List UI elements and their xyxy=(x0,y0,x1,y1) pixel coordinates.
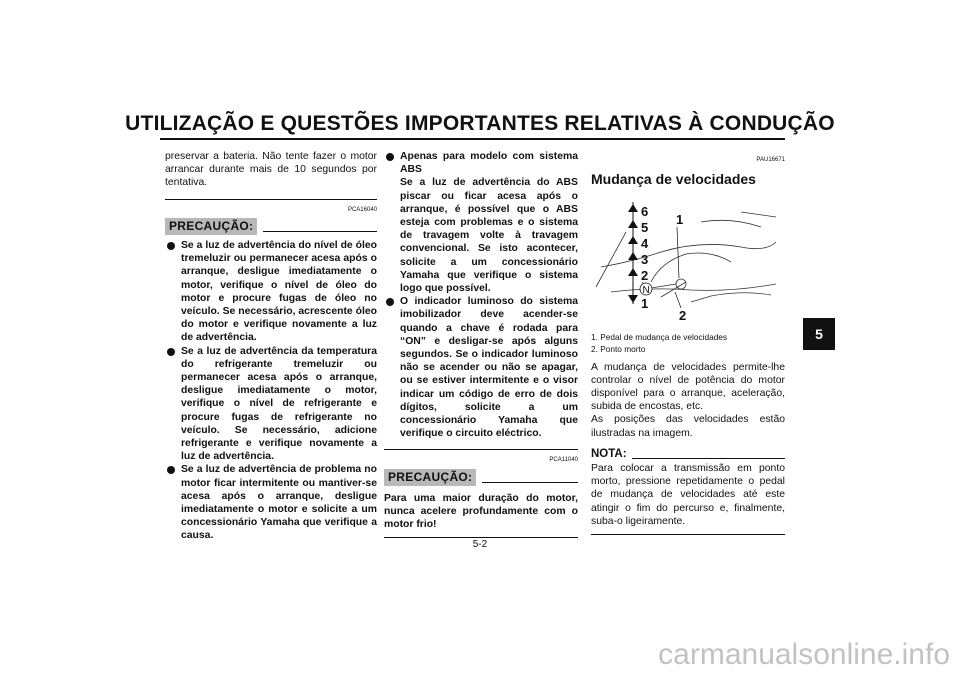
gear-arrow-icon xyxy=(628,268,638,276)
caution-code: PCA16040 xyxy=(347,206,377,213)
note-text: Para colocar a transmissão em ponto morto, pressione repetidamente o pedal de mudança de velocidades até este atingir o fim do percurso e, finalmente, suba-o ligeiramente. xyxy=(591,463,785,527)
page-number: 5-2 xyxy=(472,539,488,550)
gear-arrow-icon xyxy=(628,252,638,260)
bullet-icon xyxy=(167,242,175,250)
gear-label: 1 xyxy=(641,296,649,312)
gear-label: 4 xyxy=(641,236,649,252)
watermark: carmanualsonline.info xyxy=(658,638,950,671)
caution-label-rule xyxy=(263,231,377,232)
figure-caption: 1. Pedal de mudança de velocidades xyxy=(591,331,728,342)
column-2 xyxy=(384,150,578,538)
column-1 xyxy=(165,150,377,543)
figure-caption: 2. Ponto morto xyxy=(591,343,646,354)
list-item xyxy=(165,345,377,464)
caution-top-rule xyxy=(384,449,578,450)
gear-shift-diagram xyxy=(591,192,781,322)
caution-header xyxy=(165,218,377,235)
caution-text: Para uma maior duração do motor, nunca acelere profundamente com o motor frio! xyxy=(384,492,578,531)
gear-label: 6 xyxy=(641,204,649,220)
gear-arrow-icon xyxy=(628,295,638,303)
gear-arrow-icon xyxy=(628,220,638,228)
bullet-icon xyxy=(167,348,175,356)
caution-top-rule xyxy=(165,199,377,200)
note-label: NOTA: xyxy=(591,447,627,460)
chapter-tab: 5 xyxy=(803,318,835,350)
callout-number: 1 xyxy=(676,212,684,228)
title-rule xyxy=(160,138,785,140)
figure-captions xyxy=(591,331,785,355)
list-item xyxy=(384,150,578,295)
caution-label: PRECAUÇÃO: xyxy=(384,469,476,486)
body-paragraph: As posições das velocidades estão ilustradas na imagem. xyxy=(591,414,785,439)
indicator-list xyxy=(384,150,578,440)
section-heading: Mudança de velocidades xyxy=(591,171,756,188)
list-item-text: Se a luz de advertência do nível de óleo tremeluzir ou permanecer acesa após o arranque, desligue imediatamente o motor, verifique o nível de óleo do motor e procure fugas de óleo no veículo. Se necessário, acrescente óleo do motor e verifique novamente a luz de advertência. xyxy=(181,240,377,344)
gear-arrow-icon xyxy=(628,236,638,244)
note-end-rule xyxy=(591,534,785,535)
note-label-rule xyxy=(632,458,785,459)
bullet-icon xyxy=(386,153,394,161)
column-3 xyxy=(591,150,785,535)
caution-header xyxy=(384,469,578,486)
intro-paragraph: preservar a bateria. Não tente fazer o motor arrancar durante mais de 10 segundos por tentativa. xyxy=(165,151,377,189)
caution-label-rule xyxy=(482,482,578,483)
caution-list xyxy=(165,239,377,543)
callout-number: 2 xyxy=(679,308,687,323)
list-item xyxy=(165,463,377,542)
page-title: UTILIZAÇÃO E QUESTÕES IMPORTANTES RELATIVAS À CONDUÇÃO xyxy=(125,112,835,135)
list-item-text: O indicador luminoso do sistema imobilizador deve acender-se quando a chave é rodada para “ON” e desligar-se após alguns segundos. Se o indicador luminoso não se acender ou não se apagar, ou se estiver intermitente e o visor indicar um código de erro de dois dígitos, solicite a um concessionário Yamaha que verifique o circuito eléctrico. xyxy=(400,296,578,440)
caution-code: PCA11040 xyxy=(549,457,578,464)
section-code: PAU16671 xyxy=(756,157,785,163)
caution-label: PRECAUÇÃO: xyxy=(165,218,257,235)
list-item xyxy=(165,239,377,345)
list-item-text: Apenas para modelo com sistema ABS Se a luz de advertência do ABS piscar ou ficar acesa após o arranque, é possível que o ABS esteja com problemas e o sistema de travagem volte à travagem convencional. Se isto acontecer, solicite a um concessionário Yamaha que verifique o sistema logo que possível. xyxy=(400,151,578,295)
list-item-text: Se a luz de advertência da temperatura do refrigerante tremeluzir ou permanecer acesa após o arranque, desligue imediatamente o motor, verifique o nível de refrigerante e procure fugas de refrigerante no veículo. Se necessário, adicione refrigerante e verifique novamente a luz de advertência. xyxy=(181,345,377,463)
bullet-icon xyxy=(167,466,175,474)
gear-label: 3 xyxy=(641,252,649,268)
gear-label: 2 xyxy=(641,268,649,284)
bullet-icon xyxy=(386,298,394,306)
list-item-text: Se a luz de advertência de problema no motor ficar intermitente ou mantiver-se acesa após o arranque, desligue imediatamente o motor e solicite a um concessionário Yamaha que verifique a causa. xyxy=(181,464,377,542)
gear-label-neutral: N xyxy=(642,285,650,297)
body-paragraph: A mudança de velocidades permite-lhe controlar o nível de potência do motor disponível para o arranque, aceleração, subida de encostas, etc. xyxy=(591,361,785,413)
gear-label: 5 xyxy=(641,220,649,236)
gear-arrow-icon xyxy=(628,204,638,212)
list-item xyxy=(384,295,578,440)
note-header xyxy=(591,448,785,461)
